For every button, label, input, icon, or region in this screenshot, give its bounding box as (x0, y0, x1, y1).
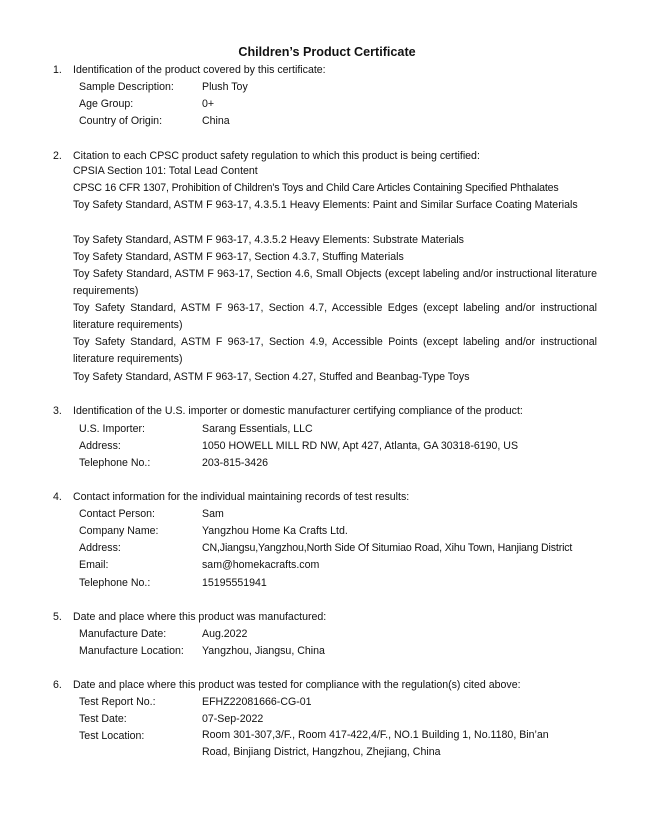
field-value: 0+ (202, 98, 215, 110)
field-row (0, 439, 654, 453)
section-number: 2. (53, 150, 62, 162)
section-heading: Date and place where this product was manufactured: (73, 611, 327, 623)
section-number: 6. (53, 679, 62, 691)
field-row (0, 422, 654, 436)
field-row (0, 507, 654, 521)
field-label: Manufacture Date: (79, 628, 167, 640)
field-row (0, 644, 654, 658)
citation-item: Toy Safety Standard, ASTM F 963-17, 4.3.5.2 Heavy Elements: Substrate Materials (73, 234, 464, 246)
field-label: Company Name: (79, 525, 159, 537)
field-label: Sample Description: (79, 81, 174, 93)
section-number: 1. (53, 64, 62, 76)
citation-item: CPSC 16 CFR 1307, Prohibition of Children's Toys and Child Care Articles Containing Specified Phthalates (73, 182, 559, 194)
section-heading: Citation to each CPSC product safety regulation to which this product is being certified: (73, 150, 480, 162)
field-value: 1050 HOWELL MILL RD NW, Apt 427, Atlanta, GA 30318-6190, US (202, 440, 519, 452)
field-label: Test Location: (79, 730, 145, 742)
field-row (0, 712, 654, 726)
document-title: Children’s Product Certificate (238, 45, 416, 59)
field-label: Address: (79, 542, 121, 554)
field-label: Age Group: (79, 98, 134, 110)
field-row (0, 456, 654, 470)
citation-item: Toy Safety Standard, ASTM F 963-17, 4.3.5.1 Heavy Elements: Paint and Similar Surface Coating Materials (73, 199, 578, 211)
section-heading: Identification of the U.S. importer or domestic manufacturer certifying compliance of the product: (73, 405, 523, 417)
citation-item: Toy Safety Standard, ASTM F 963-17, Section 4.9, Accessible Points (except labeling and/or instructional literature requirements) (73, 336, 597, 365)
field-value: Aug.2022 (202, 628, 248, 640)
field-label: Test Report No.: (79, 696, 156, 708)
field-row (0, 576, 654, 590)
field-value: CN,Jiangsu,Yangzhou,North Side Of Situmiao Road, Xihu Town, Hanjiang District (202, 542, 573, 554)
citation-item: Toy Safety Standard, ASTM F 963-17, Section 4.27, Stuffed and Beanbag-Type Toys (73, 371, 470, 383)
field-label: Telephone No.: (79, 577, 151, 589)
field-label: Contact Person: (79, 508, 155, 520)
section-heading: Identification of the product covered by this certificate: (73, 64, 326, 76)
field-value: Sam (202, 508, 224, 520)
citation-item: CPSIA Section 101: Total Lead Content (73, 165, 258, 177)
field-row (0, 114, 654, 128)
field-label: Country of Origin: (79, 115, 163, 127)
citation-item: Toy Safety Standard, ASTM F 963-17, Section 4.7, Accessible Edges (except labeling and/or instructional literature requirements) (73, 302, 597, 331)
field-value: EFHZ22081666-CG-01 (202, 696, 312, 708)
field-value: 15195551941 (202, 577, 267, 589)
field-row (0, 627, 654, 641)
field-row (0, 558, 654, 572)
field-label: Manufacture Location: (79, 645, 184, 657)
field-row (0, 541, 654, 555)
citation-item: Toy Safety Standard, ASTM F 963-17, Section 4.3.7, Stuffing Materials (73, 251, 404, 263)
section-number: 4. (53, 491, 62, 503)
field-value: sam@homekacrafts.com (202, 559, 320, 571)
field-label: U.S. Importer: (79, 423, 145, 435)
field-row (0, 80, 654, 94)
field-value: Yangzhou, Jiangsu, China (202, 645, 325, 657)
field-label: Email: (79, 559, 109, 571)
field-row (0, 695, 654, 709)
section-heading: Date and place where this product was tested for compliance with the regulation(s) cited above: (73, 679, 521, 691)
field-value: Sarang Essentials, LLC (202, 423, 313, 435)
field-label: Address: (79, 440, 121, 452)
field-value: Plush Toy (202, 81, 248, 93)
field-value: 203-815-3426 (202, 457, 268, 469)
field-value: 07-Sep-2022 (202, 713, 264, 725)
field-label: Telephone No.: (79, 457, 151, 469)
field-value: Yangzhou Home Ka Crafts Ltd. (202, 525, 348, 537)
section-heading: Contact information for the individual maintaining records of test results: (73, 491, 410, 503)
field-label: Test Date: (79, 713, 127, 725)
citation-item: Toy Safety Standard, ASTM F 963-17, Section 4.6, Small Objects (except labeling and/or instructional literature requirements) (73, 268, 597, 297)
section-number: 3. (53, 405, 62, 417)
field-row (0, 97, 654, 111)
field-row (0, 524, 654, 538)
field-value: Room 301-307,3/F., Room 417-422,4/F., NO.1 Building 1, No.1180, Bin’an Road, Binjiang District, Hangzhou, Zhejiang, China (202, 729, 549, 758)
field-value: China (202, 115, 230, 127)
section-number: 5. (53, 611, 62, 623)
